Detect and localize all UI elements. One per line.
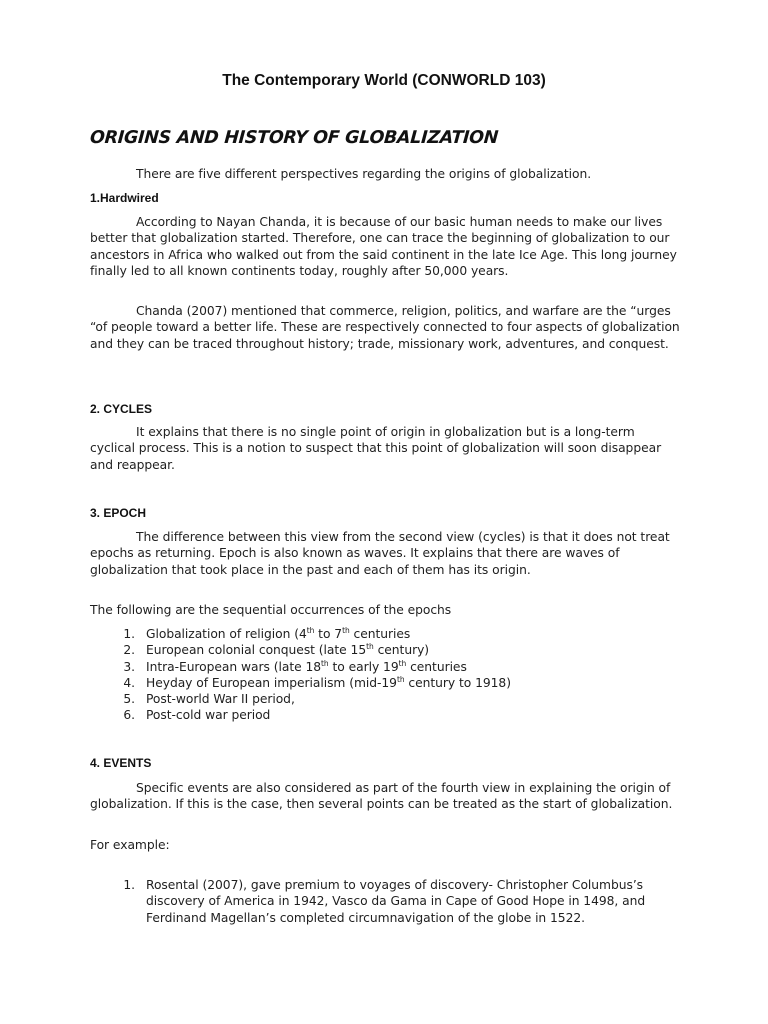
hardwired-paragraph-1: According to Nayan Chanda, it is because of our basic human needs to make our lives better that globalization started. Therefore, one can trace the beginning of globalization to our ancestors in Africa who walked out from the said continent in the late Ice Age. This long journey finally led to all known continents today, roughly after 50,000 years. [90,215,677,278]
epoch-list [90,626,680,724]
intro-paragraph: There are five different perspectives regarding the origins of globalization. [136,167,592,181]
list-item: 5. Post-world War II period, [123,692,295,707]
cycles-paragraph: It explains that there is no single point of origin in globalization but is a long-term cyclical process. This is a notion to suspect that this point of globalization will soon disappear and reappear. [90,425,662,472]
section-heading: ORIGINS AND HISTORY OF GLOBALIZATION [89,128,499,148]
list-item: 1. Globalization of religion (4th to 7th centuries [123,626,411,641]
epoch-paragraph-2: The following are the sequential occurrences of the epochs [90,603,452,617]
events-paragraph-2: For example: [90,838,170,852]
document-title: The Contemporary World (CONWORLD 103) [222,72,546,89]
epoch-paragraph-1: The difference between this view from the second view (cycles) is that it does not treat epochs as returning. Epoch is also known as waves. It explains that there are waves of globalization that took place in the past and each of them has its origin. [90,530,670,577]
subheading-events: 4. EVENTS [90,756,152,770]
subheading-epoch: 3. EPOCH [90,506,147,520]
subheading-cycles: 2. CYCLES [90,402,153,416]
list-item: 1. Rosental (2007), gave premium to voyages of discovery- Christopher Columbus’s discovery of America in 1942, Vasco da Gama in Cape of Good Hope in 1498, and Ferdinand Magellan’s completed circumnavigation of the globe in 1522. [123,878,646,925]
events-list [90,877,680,926]
events-paragraph-1: Specific events are also considered as part of the fourth view in explaining the origin of globalization. If this is the case, then several points can be treated as the start of globalization. [90,781,673,812]
hardwired-paragraph-2: Chanda (2007) mentioned that commerce, religion, politics, and warfare are the “urges “of people toward a better life. These are respectively connected to four aspects of globalization and they can be traced throughout history; trade, missionary work, adventures, and conquest. [90,304,680,351]
list-item: 4. Heyday of European imperialism (mid-19th century to 1918) [123,674,511,690]
list-item: 3. Intra-European wars (late 18th to early 19th centuries [123,658,467,674]
list-item: 2. European colonial conquest (late 15th century) [123,642,430,658]
subheading-hardwired: 1.Hardwired [90,191,159,205]
list-item: 6. Post-cold war period [123,708,271,723]
